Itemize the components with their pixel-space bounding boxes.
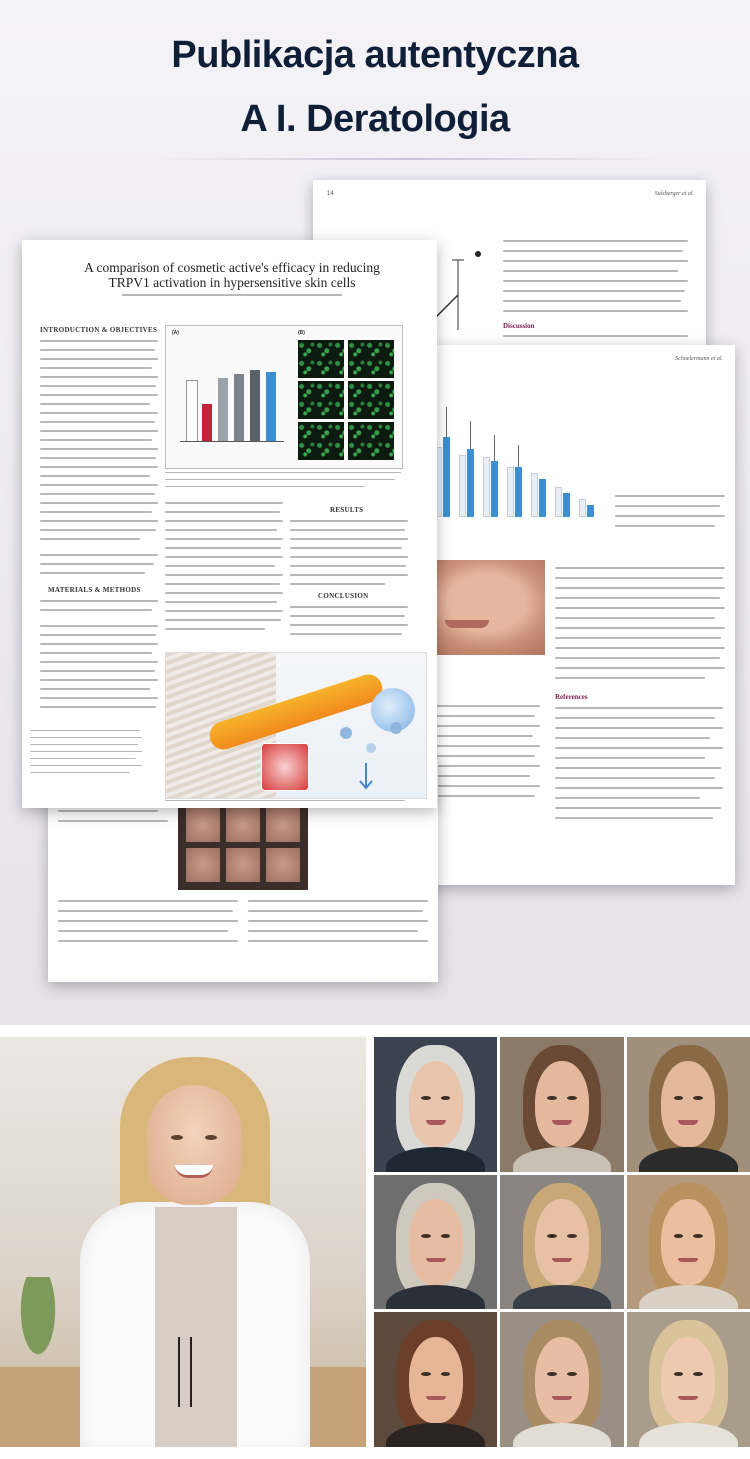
- face-photo: [374, 1037, 497, 1172]
- running-head: Sulzberger et al.: [654, 191, 694, 197]
- section-conclusion: CONCLUSION: [318, 592, 369, 600]
- section-intro: INTRODUCTION & OBJECTIVES: [40, 326, 158, 334]
- portrait-photo: [0, 1037, 366, 1447]
- page-number: 14: [327, 191, 334, 197]
- face-photo: [374, 1312, 497, 1447]
- section-results: RESULTS: [330, 506, 364, 514]
- running-head: Schoelermann et al.: [675, 356, 723, 362]
- face-photo: [627, 1037, 750, 1172]
- face-photo: [627, 1312, 750, 1447]
- bar-chart-fragment: [425, 397, 605, 517]
- references-heading: References: [555, 693, 588, 701]
- headline-line-1: Publikacja autentyczna: [171, 34, 579, 76]
- paper-page-back-right: [415, 345, 735, 885]
- faces-grid: [374, 1037, 750, 1447]
- face-photo: [500, 1037, 623, 1172]
- face-photo: [500, 1175, 623, 1310]
- figure-mode-of-action: [165, 652, 427, 799]
- figure-trpv1-activation: (A) (B): [165, 325, 403, 469]
- section-methods: MATERIALS & METHODS: [48, 586, 141, 594]
- face-photo: [627, 1175, 750, 1310]
- paper-title: A comparison of cosmetic active's efficacy in reducing TRPV1 activation in hypersensitive skin cells: [84, 260, 380, 290]
- photo-section: [0, 1025, 750, 1459]
- headline-line-2: A I. Deratologia: [240, 98, 510, 140]
- face-photo: [374, 1175, 497, 1310]
- paper-page-main: [22, 240, 437, 808]
- discussion-heading: Discussion: [503, 322, 535, 330]
- face-photo: [500, 1312, 623, 1447]
- divider: [150, 158, 670, 160]
